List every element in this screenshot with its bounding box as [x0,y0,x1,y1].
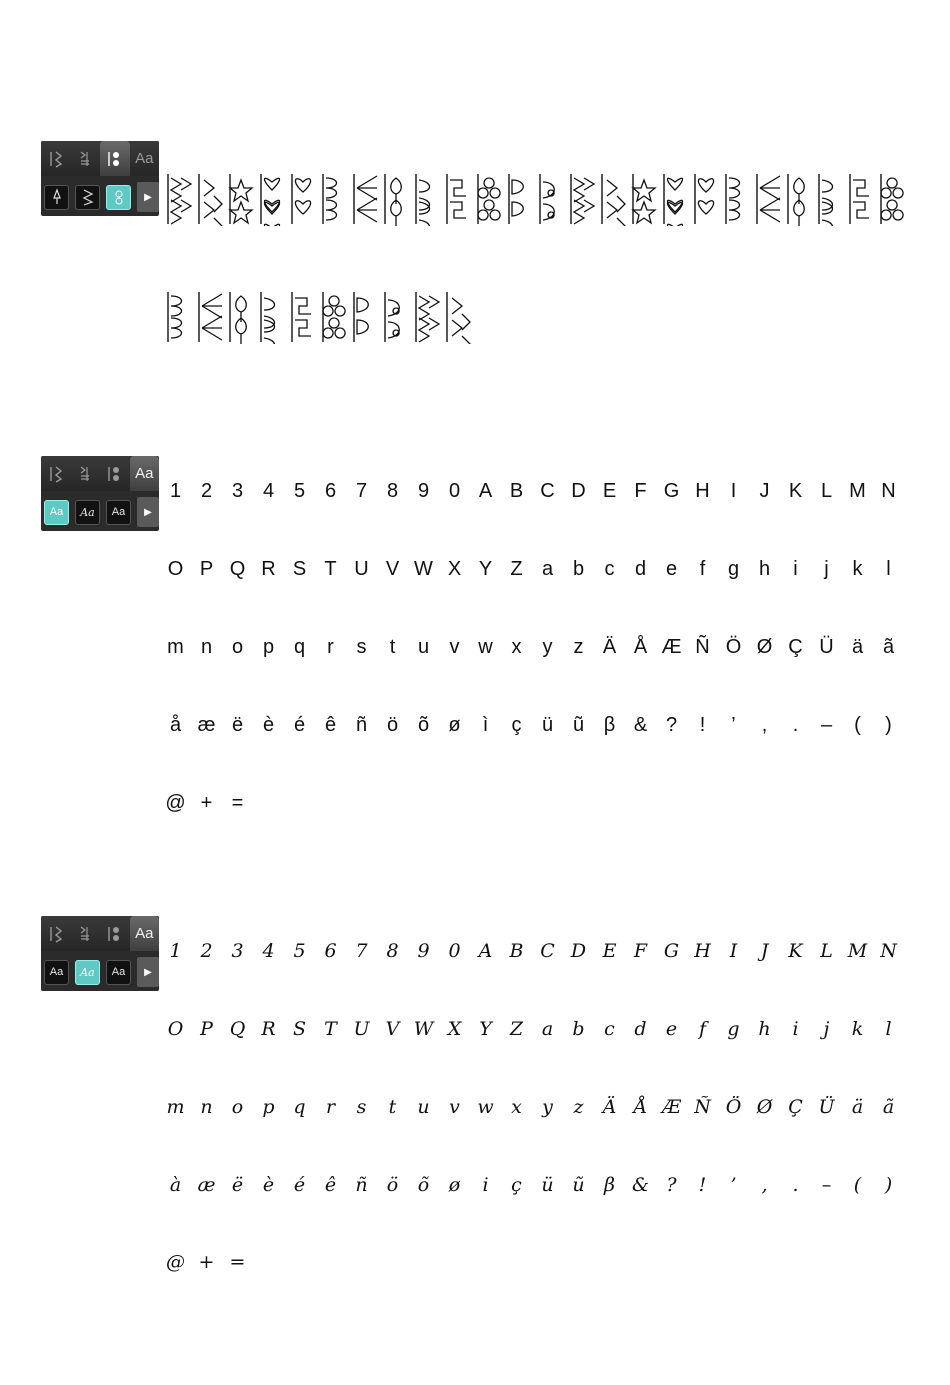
character-glyph: è [262,714,275,736]
character-glyph: Ñ [694,1096,711,1118]
character-glyph: d [634,558,647,580]
character-glyph: u [417,1096,430,1118]
character-glyph: ’ [730,1174,737,1196]
character-glyph: Ü [819,636,834,658]
character-row [160,1094,920,1120]
character-glyph: ö [386,1174,399,1196]
character-glyph: ë [231,714,244,736]
character-glyph: W [413,1018,434,1040]
character-glyph: O [167,1018,184,1040]
alphabet-tab-label: Aa [135,465,154,482]
tab-utility-stitches[interactable] [41,456,71,491]
character-glyph: 6 [324,940,337,962]
character-glyph: I [730,480,737,502]
character-glyph: P [200,1018,213,1040]
character-glyph: N [880,940,897,962]
character-glyph: . [792,1174,799,1196]
character-glyph: t [388,1096,397,1118]
character-glyph: ê [324,1174,337,1196]
character-glyph: & [632,1174,649,1196]
character-glyph: 7 [355,940,368,962]
crown-icon [754,170,785,226]
character-glyph: Ç [788,636,803,658]
character-glyph: j [823,1018,830,1040]
character-glyph: Y [478,558,493,580]
character-glyph: D [570,940,587,962]
character-glyph: Ä [602,1096,617,1118]
character-glyph: C [540,940,555,962]
tab-quilt-stitches[interactable] [71,141,101,176]
character-glyph: 9 [417,480,430,502]
character-glyph: z [573,636,584,658]
tab-decorative-stitches[interactable] [100,916,130,951]
character-glyph: O [167,558,184,580]
character-glyph: d [634,1018,647,1040]
character-glyph: M [849,480,866,502]
character-glyph: è [262,1174,275,1196]
alphabet-tab-label: Aa [135,925,154,942]
character-row [160,938,920,964]
horse-icon [878,170,909,226]
character-glyph: é [293,1174,306,1196]
character-glyph: ü [541,714,554,736]
tab-decorative-stitches[interactable] [100,456,130,491]
character-glyph: 0 [448,940,461,962]
font-outline-button[interactable] [106,500,131,525]
font-script-button[interactable] [75,500,100,525]
character-glyph: ) [885,714,892,736]
character-row [160,478,920,504]
font-block-button[interactable] [44,500,69,525]
character-glyph: ç [511,714,522,736]
character-row [160,1172,920,1198]
character-glyph: = [231,792,244,814]
character-glyph: V [385,558,400,580]
character-glyph: 2 [200,940,213,962]
character-glyph: L [820,480,833,502]
character-row [160,712,920,738]
font-outline-label: Aa [111,966,126,978]
character-glyph: F [634,480,647,502]
character-glyph: h [758,558,771,580]
character-glyph: Æ [661,636,682,658]
character-glyph: p [262,1096,275,1118]
character-glyph: Ä [602,636,617,658]
wave-arc-icon [382,288,413,344]
character-glyph: ) [884,1174,893,1196]
character-glyph: f [698,1018,707,1040]
character-glyph: 5 [293,480,306,502]
decorative-stitch-row-1 [165,170,909,226]
character-glyph: R [261,558,276,580]
character-glyph: Å [633,636,648,658]
character-row [160,1016,920,1042]
spade-icon [568,170,599,226]
decorative-stitch-row-2 [165,288,475,344]
scallop-icon [320,170,351,226]
character-glyph: G [663,940,680,962]
character-glyph: é [293,714,306,736]
character-glyph: ũ [572,1174,585,1196]
character-glyph: e [665,558,678,580]
character-glyph: ñ [355,1174,368,1196]
character-glyph: 3 [231,940,244,962]
character-glyph: i [792,1018,799,1040]
character-glyph: u [417,636,430,658]
club-icon [475,170,506,226]
character-glyph: ( [854,714,861,736]
character-glyph: à [169,1174,182,1196]
bell-icon [506,170,537,226]
character-glyph: õ [417,1174,430,1196]
character-glyph: & [633,714,648,736]
character-glyph: q [293,1096,306,1118]
character-glyph: 5 [293,940,306,962]
tab-utility-stitches[interactable] [41,141,71,176]
character-row [160,556,920,582]
fan-icon [351,170,382,226]
character-glyph: æ [197,1174,216,1196]
tab-alphabets[interactable] [130,916,160,951]
character-glyph: β [603,714,616,736]
character-glyph: B [509,480,524,502]
character-glyph: k [851,1018,864,1040]
deco-category-2-button[interactable] [75,185,100,210]
heart-outline-icon [289,170,320,226]
character-glyph: F [633,940,648,962]
character-glyph: L [820,940,833,962]
stitch-selector-script-font [41,916,159,991]
character-glyph: i [482,1174,489,1196]
alphabet-tab-label: Aa [135,150,154,167]
character-glyph: S [292,558,307,580]
character-glyph: g [727,1018,740,1040]
character-glyph: N [881,480,896,502]
character-glyph: 1 [169,480,182,502]
cross-x-icon [723,170,754,226]
font-outline-button[interactable] [106,960,131,985]
character-glyph: r [327,636,334,658]
character-glyph: z [573,1096,584,1118]
font-script-label: Aa [80,505,95,519]
character-glyph: E [602,480,617,502]
character-glyph: J [759,480,770,502]
character-glyph: 8 [386,940,399,962]
character-glyph: ! [699,714,706,736]
house-icon [320,288,351,344]
character-glyph: x [511,636,522,658]
character-glyph: o [231,1096,244,1118]
stitch-selector-decorative [41,141,159,216]
character-glyph: w [477,1096,494,1118]
character-glyph: b [572,1018,585,1040]
heart-icon [258,170,289,226]
character-glyph: v [449,1096,460,1118]
bird-icon [816,170,847,226]
sail-icon [165,288,196,344]
character-glyph: Ö [725,1096,742,1118]
dolphin-icon [847,170,878,226]
character-glyph: 7 [355,480,368,502]
character-glyph: i [793,558,798,580]
character-glyph: Ü [818,1096,835,1118]
character-glyph: ê [324,714,337,736]
next-arrow-button[interactable]: ▶ [137,497,159,527]
character-glyph: ö [386,714,399,736]
wave-arc-icon [444,288,475,344]
character-glyph: 3 [231,480,244,502]
character-glyph: c [604,1018,615,1040]
deco-category-1-button[interactable] [44,185,69,210]
character-glyph: ä [851,1096,864,1118]
character-glyph: Æ [661,1096,682,1118]
character-glyph: B [509,940,524,962]
pear-icon [258,288,289,344]
tab-alphabets[interactable] [130,141,160,176]
character-glyph: f [699,558,706,580]
character-glyph: 1 [169,940,182,962]
character-glyph: a [541,558,554,580]
character-glyph: Z [510,558,523,580]
character-glyph: X [447,1018,462,1040]
character-glyph: @ [165,792,186,814]
character-glyph: j [824,558,829,580]
character-glyph: R [261,1018,276,1040]
character-glyph: l [885,1018,892,1040]
character-glyph: s [356,636,367,658]
character-glyph: @ [166,1251,185,1273]
character-glyph: o [231,636,244,658]
character-glyph: 9 [417,940,430,962]
character-glyph: ( [853,1174,862,1196]
character-glyph: ø [448,714,461,736]
character-glyph: ! [698,1174,707,1196]
greek-key-icon [444,170,475,226]
character-glyph: M [847,940,868,962]
character-glyph: V [385,1018,400,1040]
character-glyph: G [663,480,680,502]
character-row [160,790,920,816]
character-glyph: + [200,792,213,814]
character-glyph: Q [229,1018,246,1040]
tulip-icon [382,170,413,226]
character-glyph: ũ [572,714,585,736]
character-glyph: ë [231,1174,244,1196]
character-glyph: g [727,558,740,580]
character-glyph: ñ [355,714,368,736]
character-glyph: U [353,1018,370,1040]
character-glyph: S [292,1018,307,1040]
character-glyph: 4 [262,480,275,502]
character-glyph: Q [229,558,246,580]
character-glyph: y [542,636,553,658]
character-glyph: k [852,558,863,580]
character-glyph: – [821,1174,832,1196]
character-glyph: y [542,1096,553,1118]
character-glyph: , [761,1174,768,1196]
wave-arc-icon [413,288,444,344]
font-script-label: Aa [80,965,95,979]
tab-alphabets[interactable] [130,456,160,491]
squirrel-icon [227,288,258,344]
character-glyph: Å [633,1096,648,1118]
character-glyph: n [200,1096,213,1118]
bell-dot-icon [537,170,568,226]
character-glyph: 8 [386,480,399,502]
leaf-pair-icon [413,170,444,226]
character-glyph: ç [511,1174,522,1196]
character-glyph: C [540,480,555,502]
tab-quilt-stitches[interactable] [71,456,101,491]
character-glyph: b [572,558,585,580]
deco-category-3-button[interactable] [106,185,131,210]
tab-decorative-stitches[interactable] [100,141,130,176]
character-glyph: J [760,940,769,962]
character-glyph: ã [882,636,895,658]
character-glyph: ä [851,636,864,658]
character-glyph: å [169,714,182,736]
character-glyph: x [511,1096,522,1118]
triangle-flag-icon [630,170,661,226]
font-block-label: Aa [49,966,64,978]
character-glyph: 0 [448,480,461,502]
character-glyph: p [262,636,275,658]
character-glyph: – [820,714,833,736]
font-block-label: Aa [49,506,64,518]
zigzag-leaf-icon [165,170,196,226]
character-glyph: Z [509,1018,524,1040]
character-glyph: r [325,1096,336,1118]
character-glyph: ü [541,1174,554,1196]
character-glyph: 6 [324,480,337,502]
character-glyph: P [199,558,214,580]
character-glyph: m [166,1096,185,1118]
next-arrow-button[interactable]: ▶ [137,182,159,212]
character-glyph: 2 [200,480,213,502]
character-glyph: D [571,480,586,502]
zigzag-arrow-icon [196,170,227,226]
leaf-wave-icon [661,170,692,226]
character-glyph: Y [479,1018,492,1040]
character-glyph: β [604,1174,615,1196]
character-glyph: ø [448,1174,461,1196]
character-glyph: õ [417,714,430,736]
character-glyph: s [356,1096,367,1118]
character-glyph: v [449,636,460,658]
character-glyph: æ [197,714,216,736]
character-glyph: e [665,1018,678,1040]
character-glyph: I [729,940,738,962]
character-glyph: A [478,480,493,502]
character-glyph: , [761,714,768,736]
character-glyph: ã [882,1096,895,1118]
character-glyph: X [447,558,462,580]
character-glyph: A [478,940,493,962]
shell-icon [196,288,227,344]
character-glyph: Ø [756,636,773,658]
character-glyph: 4 [262,940,275,962]
character-glyph: Ñ [695,636,710,658]
next-arrow-button[interactable]: ▶ [137,957,159,987]
character-glyph: n [200,636,213,658]
character-glyph: t [389,636,396,658]
character-glyph: w [478,636,493,658]
character-glyph: . [792,714,799,736]
stitch-selector-block-font [41,456,159,531]
character-glyph: m [167,636,184,658]
character-glyph: c [604,558,615,580]
character-glyph: E [602,940,617,962]
character-glyph: K [788,940,803,962]
character-glyph: K [788,480,803,502]
tab-quilt-stitches[interactable] [71,916,101,951]
character-glyph: T [324,558,337,580]
character-glyph: ’ [731,714,736,736]
character-glyph: q [293,636,306,658]
character-glyph: H [694,940,711,962]
ladybug-icon [351,288,382,344]
character-glyph: ? [665,714,678,736]
tab-utility-stitches[interactable] [41,916,71,951]
character-glyph: Ç [788,1096,803,1118]
butterfly-icon [785,170,816,226]
font-block-button[interactable] [44,960,69,985]
character-glyph: ? [666,1174,677,1196]
character-glyph: ì [482,714,489,736]
character-glyph: W [414,558,433,580]
character-row [160,634,920,660]
character-glyph: l [886,558,891,580]
character-glyph: a [541,1018,554,1040]
star-icon [227,170,258,226]
character-glyph: = [229,1251,246,1273]
character-glyph: + [198,1251,215,1273]
character-glyph: h [758,1018,771,1040]
apple-icon [289,288,320,344]
character-glyph: U [354,558,369,580]
flower-stem-icon [599,170,630,226]
font-outline-label: Aa [111,506,126,518]
character-glyph: T [324,1018,337,1040]
character-row [160,1249,920,1275]
character-glyph: Ø [756,1096,773,1118]
character-glyph: Ö [725,636,742,658]
font-script-button[interactable] [75,960,100,985]
berry-branch-icon [692,170,723,226]
character-glyph: H [695,480,710,502]
